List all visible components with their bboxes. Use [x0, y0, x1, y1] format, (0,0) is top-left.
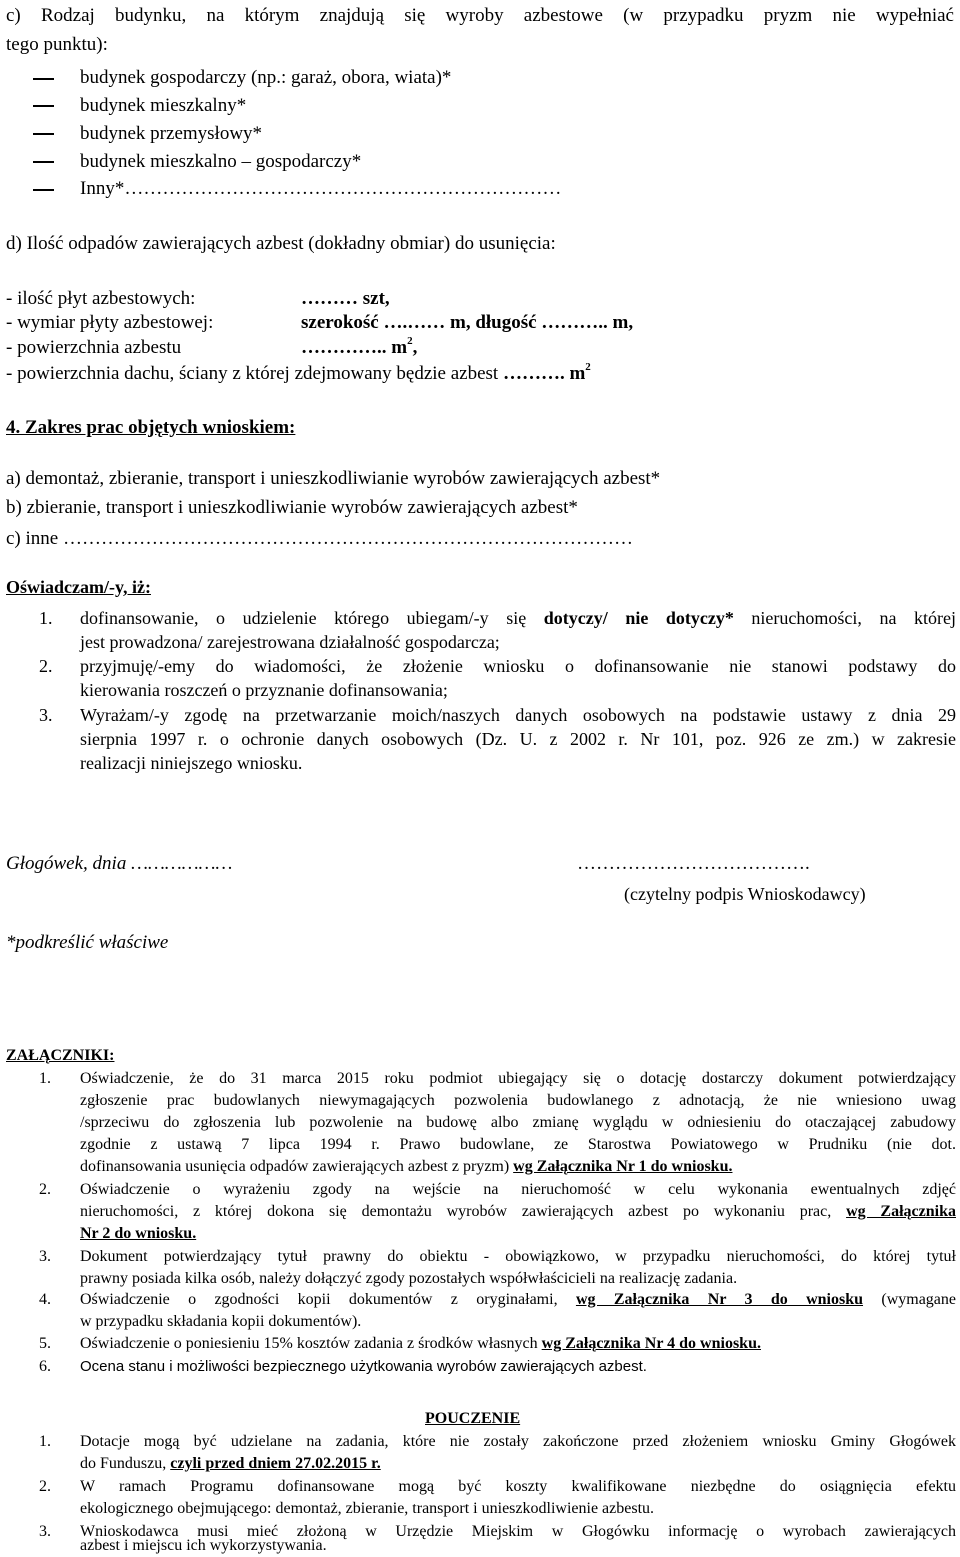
- declaration-number: 1.: [39, 608, 53, 628]
- option-building-mixed: budynek mieszkalno – gospodarczy*: [80, 151, 362, 172]
- option-building-other: Inny*……………………………………………………………: [80, 178, 562, 199]
- declaration-number: 2.: [39, 656, 53, 676]
- attachment-1-line3: /sprzeciwu do zgłoszenia lub pozwolenie na budowę albo zmianę wyglądu w odniesieniu do otaczającej zabudowy: [80, 1114, 956, 1131]
- section-d-heading: d) Ilość odpadów zawierających azbest (dokładny obmiar) do usunięcia:: [6, 233, 556, 254]
- attachment-1-ref: wg Załącznika Nr 1 do wniosku.: [513, 1158, 733, 1175]
- attachment-number: 5.: [39, 1335, 51, 1352]
- deadline-date: czyli przed dniem 27.02.2015 r.: [170, 1455, 381, 1472]
- declaration-3-line3: realizacji niniejszego wniosku.: [80, 753, 303, 773]
- attachment-3-line2: prawny posiada kilka osób, należy dołączyć zgody pozostałych współwłaścicieli na realizację zadania.: [80, 1270, 738, 1287]
- instruction-3-line2: azbest i miejscu ich wykorzystywania.: [80, 1537, 327, 1554]
- attachment-number: 3.: [39, 1248, 51, 1265]
- instruction-1-line1: Dotacje mogą być udzielane na zadania, które nie zostały zakończone przed złożeniem wniosku Gminy Głogówek: [80, 1433, 956, 1450]
- roof-wall-area-row: - powierzchnia dachu, ściany z której zdejmowany będzie azbest ………. $m^2$: [6, 361, 591, 384]
- attachment-6-line1: Ocena stanu i możliwości bezpiecznego użytkowania wyrobów zawierających azbest.: [80, 1358, 647, 1375]
- option-building-farm: budynek gospodarczy (np.: garaż, obora, wiata)*: [80, 67, 452, 88]
- attachment-1-line4: zgodnie z ustawą 7 lipca 1994 r. Prawo budowlane, ze Starostwa Powiatowego w Prudniku (nie dot.: [80, 1136, 956, 1153]
- section-c-heading-line1: c) Rodzaj budynku, na którym znajdują się wyroby azbestowe (w przypadku pryzm nie wypełniać: [6, 5, 954, 26]
- instruction-3-line1: Wnioskodawca musi mieć złożoną w Urzędzie Miejskim w Głogówku informację o wyrobach zawierających: [80, 1523, 956, 1540]
- attachment-4-line2: w przypadku składania kopii dokumentów).: [80, 1313, 362, 1330]
- plate-size-label: - wymiar płyty azbestowej:: [6, 312, 214, 333]
- plates-count-field: ……… szt,: [301, 288, 390, 309]
- attachment-number: 6.: [39, 1358, 51, 1375]
- attachment-3-line1: Dokument potwierdzający tytuł prawny do obiektu - obowiązkowo, w przypadku nieruchomości, do której tytuł: [80, 1248, 956, 1265]
- instruction-number: 2.: [39, 1478, 51, 1495]
- plate-size-field: szerokość ….…… m, długość ……….. m,: [301, 312, 634, 333]
- declaration-heading: Oświadczam/-y, iż:: [6, 577, 151, 597]
- signature-line: ……………………………….: [577, 853, 810, 874]
- attachment-2-ref: wg Załącznika: [846, 1203, 956, 1220]
- declaration-1-line1: dofinansowanie, o udzielenie którego ubiegam/-y się dotyczy/ nie dotyczy* nieruchomości, na której: [80, 608, 956, 628]
- signature-caption: (czytelny podpis Wnioskodawcy): [624, 884, 866, 904]
- place-date-field: Głogówek, dnia ………………: [6, 853, 233, 874]
- asbestos-area-label: - powierzchnia azbestu: [6, 337, 182, 358]
- dash-bullet: [33, 161, 54, 163]
- attachment-5-line1: Oświadczenie o poniesieniu 15% kosztów zadania z środków własnych wg Załącznika Nr 4 do wniosku.: [80, 1335, 761, 1352]
- footnote-underline-appropriate: *podkreślić właściwe: [6, 932, 169, 953]
- declaration-number: 3.: [39, 705, 53, 725]
- instruction-number: 1.: [39, 1433, 51, 1450]
- attachment-1-line1: Oświadczenie, że do 31 marca 2015 roku podmiot ubiegający się o dotację dostarczy dokument potwierdzający: [80, 1070, 956, 1087]
- attachment-1-line2: zgłoszenie prac budowlanych niewymagających pozwolenia budowlanego z adnotacją, że nie wniesiono uwag: [80, 1092, 956, 1109]
- declaration-1-line2: jest prowadzona/ zarejestrowana działalność gospodarcza;: [80, 632, 500, 652]
- attachment-number: 1.: [39, 1070, 51, 1087]
- declaration-3-line1: Wyrażam/-y zgodę na przetwarzanie moich/naszych danych osobowych na podstawie ustawy z dnia 29: [80, 705, 956, 725]
- attachment-2-line1: Oświadczenie o wyrażeniu zgody na wejście na nieruchomość w celu wykonania ewentualnych zdjęć: [80, 1181, 956, 1198]
- attachment-2-ref-cont: Nr 2 do wniosku.: [80, 1225, 197, 1242]
- option-building-residential: budynek mieszkalny*: [80, 95, 247, 116]
- attachment-1-line5: dofinansowania usunięcia odpadów zawierających azbest z pryzm) wg Załącznika Nr 1 do wniosku.: [80, 1158, 733, 1175]
- attachment-2-line2: nieruchomości, z której dokona się demontażu wyrobów zawierających azbest po wykonaniu prac, wg Załącznika: [80, 1203, 956, 1220]
- option-building-industrial: budynek przemysłowy*: [80, 123, 263, 144]
- section-c-heading-line2: tego punktu):: [6, 34, 108, 55]
- attachment-4-line1: Oświadczenie o zgodności kopii dokumentów z oryginałami, wg Załącznika Nr 3 do wniosku (wymagane: [80, 1291, 957, 1308]
- instruction-2-line1: W ramach Programu dofinansowane mogą być koszty kwalifikowane niezbędne do osiągnięcia efektu: [80, 1478, 956, 1495]
- attachments-heading: ZAŁĄCZNIKI:: [6, 1047, 115, 1064]
- dash-bullet: [33, 133, 54, 135]
- declaration-2-line1: przyjmuję/-emy do wiadomości, że złożenie wniosku o dofinansowanie nie stanowi podstawy do: [80, 656, 956, 676]
- section-4-heading: 4. Zakres prac objętych wnioskiem:: [6, 417, 296, 438]
- attachment-number: 4.: [39, 1291, 51, 1308]
- attachment-number: 2.: [39, 1181, 51, 1198]
- instruction-2-line2: ekologicznego obejmującego: demontaż, zbieranie, transport i unieszkodliwienie azbestu.: [80, 1500, 655, 1517]
- roof-wall-area-label: - powierzchnia dachu, ściany z której zdejmowany będzie azbest: [6, 363, 503, 384]
- declaration-2-line2: kierowania roszczeń o przyznanie dofinansowania;: [80, 680, 448, 700]
- instruction-1-line2: do Funduszu, czyli przed dniem 27.02.2015 r.: [80, 1455, 381, 1472]
- attachment-5-ref: wg Załącznika Nr 4 do wniosku.: [541, 1335, 761, 1352]
- attachment-4-ref: wg Załącznika Nr 3 do wniosku: [575, 1291, 864, 1308]
- instruction-number: 3.: [39, 1523, 51, 1540]
- declaration-3-line2: sierpnia 1997 r. o ochronie danych osobowych (Dz. U. z 2002 r. Nr 101, poz. 926 ze zm.) w zakresie: [80, 729, 956, 749]
- dash-bullet: [33, 105, 54, 107]
- scope-option-c: c) inne ………………………………………………………………………………: [6, 528, 633, 549]
- scope-option-a: a) demontaż, zbieranie, transport i unieszkodliwianie wyrobów zawierających azbest*: [6, 468, 661, 489]
- asbestos-area-field: ………….. $m^2$,: [301, 335, 418, 358]
- scope-option-b: b) zbieranie, transport i unieszkodliwianie wyrobów zawierających azbest*: [6, 497, 578, 518]
- roof-wall-area-field: ………. m: [502, 363, 586, 384]
- dash-bullet: [33, 78, 54, 80]
- plates-count-label: - ilość płyt azbestowych:: [6, 288, 196, 309]
- instructions-heading: POUCZENIE: [425, 1410, 521, 1427]
- dash-bullet: [33, 189, 54, 191]
